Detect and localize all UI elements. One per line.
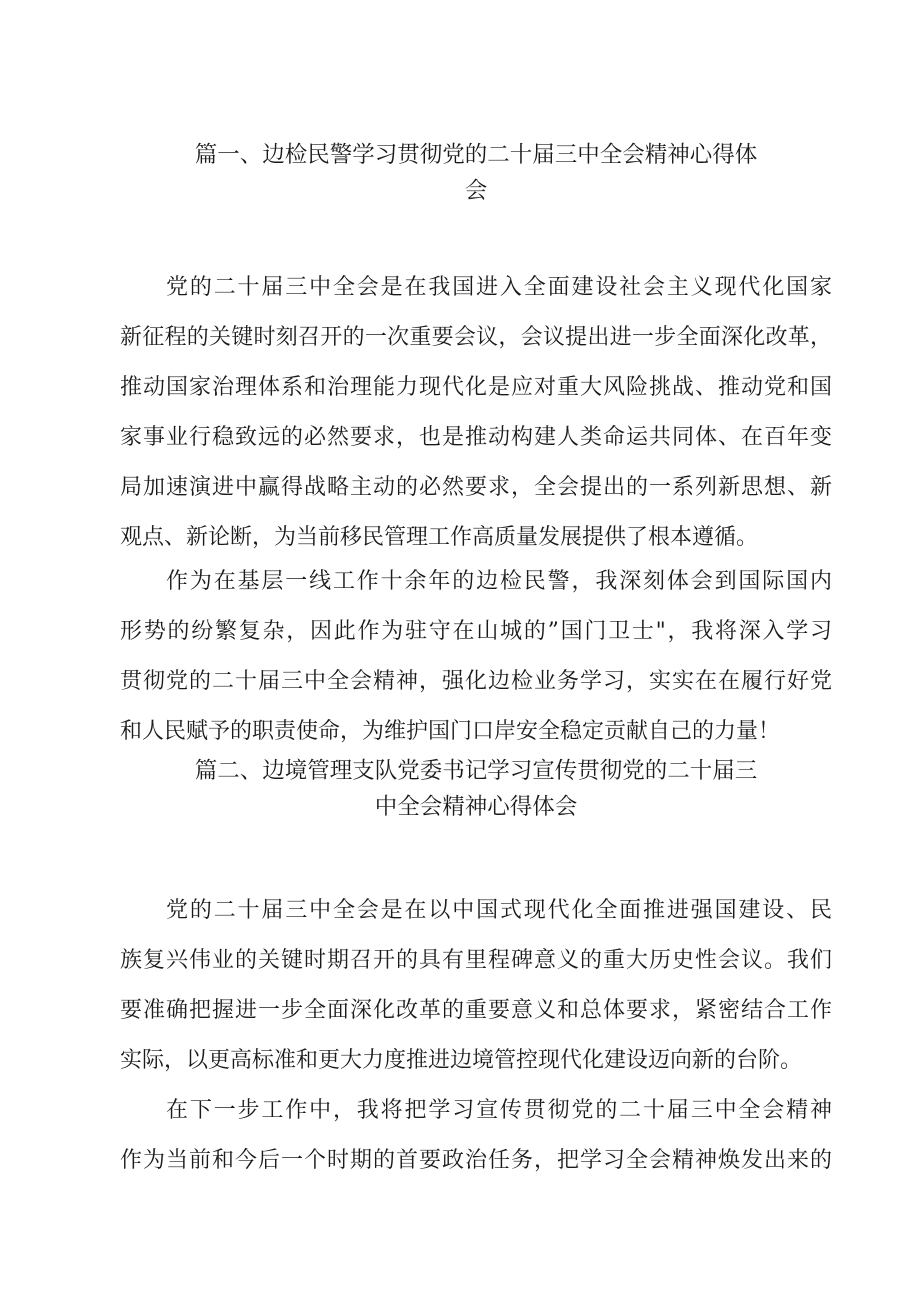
s2-p2-line-2: 作为当前和今后一个时期的首要政治任务，把学习全会精神焕发出来的	[120, 1148, 832, 1173]
section-1-title	[120, 137, 832, 209]
s1-p2-line-1: 作为在基层一线工作十余年的边检民警，我深刻体会到国际国内	[166, 569, 832, 594]
section-2-title-line-2: 中全会精神心得体会	[374, 794, 578, 820]
s1-p1-line-2: 新征程的关键时刻召开的一次重要会议，会议提出进一步全面深化改革，	[120, 325, 832, 350]
s1-p1-line-1: 党的二十届三中全会是在我国进入全面建设社会主义现代化国家	[166, 275, 832, 300]
s2-p1-line-1: 党的二十届三中全会是在以中国式现代化全面推进强国建设、民	[166, 898, 832, 923]
s1-p2-line-3: 贯彻党的二十届三中全会精神，强化边检业务学习，实实在在履行好党	[120, 669, 832, 694]
s2-p2-line-1: 在下一步工作中，我将把学习宣传贯彻党的二十届三中全会精神	[166, 1098, 832, 1123]
s1-p2-line-2: 形势的纷繁复杂，因此作为驻守在山城的”国门卫士"，我将深入学习	[120, 619, 832, 644]
section-2-title	[120, 753, 832, 825]
s1-p1-line-6: 观点、新论断，为当前移民管理工作高质量发展提供了根本遵循。	[120, 525, 759, 550]
s1-p1-line-5: 局加速演进中赢得战略主动的必然要求，全会提出的一系列新思想、新	[120, 475, 832, 500]
section-1-title-line-2: 会	[464, 178, 488, 204]
s2-p1-line-2: 族复兴伟业的关键时期召开的具有里程碑意义的重大历史性会议。我们	[120, 948, 832, 973]
s1-p1-line-3: 推动国家治理体系和治理能力现代化是应对重大风险挑战、推动党和国	[120, 375, 832, 400]
s1-p1-line-4: 家事业行稳致远的必然要求，也是推动构建人类命运共同体、在百年变	[120, 425, 832, 450]
s2-p1-line-4: 实际，以更高标准和更大力度推进边境管控现代化建设迈向新的台阶。	[120, 1048, 803, 1073]
section-2-title-line-1: 篇二、边境管理支队党委书记学习宣传贯彻党的二十届三	[194, 758, 758, 784]
s2-p1-line-3: 要准确把握进一步全面深化改革的重要意义和总体要求，紧密结合工作	[120, 998, 832, 1023]
section-1-title-line-1: 篇一、边检民警学习贯彻党的二十届三中全会精神心得体	[194, 142, 758, 168]
s1-p2-line-4: 和人民赋予的职责使命，为维护国门口岸安全稳定贡献自己的力量！	[120, 719, 781, 744]
